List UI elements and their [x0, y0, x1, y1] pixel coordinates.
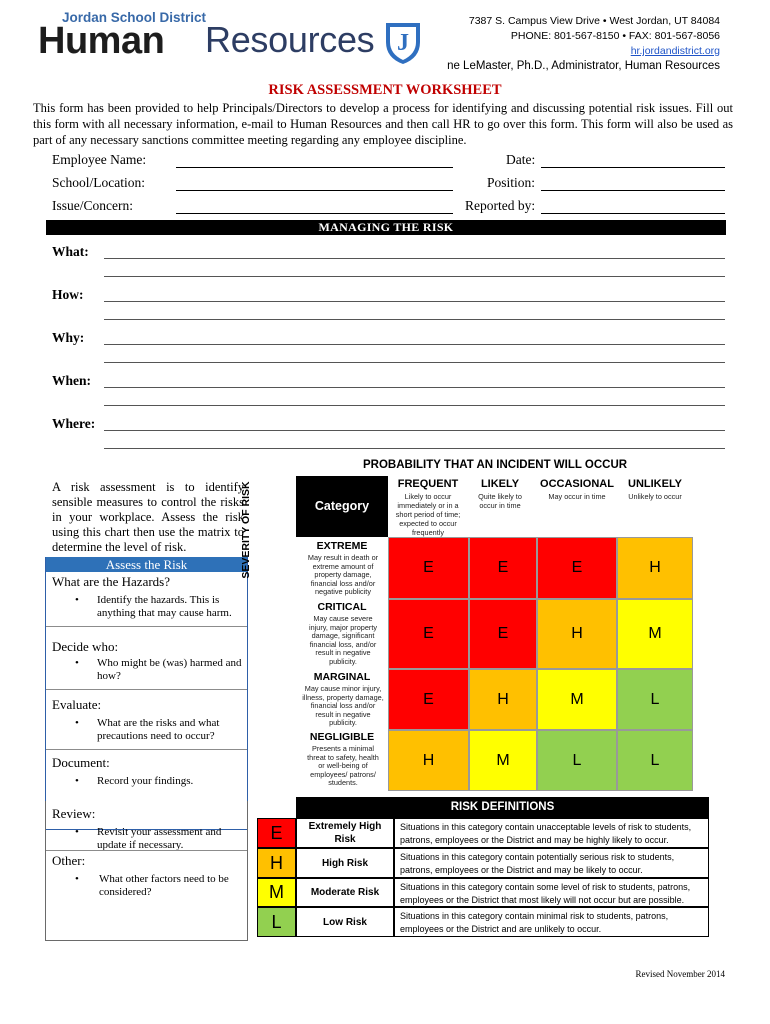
logo-resources: Resources — [205, 19, 375, 60]
matrix-cell: L — [617, 730, 693, 791]
intro-text: This form has been provided to help Principals/Directors to develop a process for identifying and discussing potential risk issues. Fill out this form with all necessary information, e-mail to Human Resources and then call HR to go over this form. This form will also be used as part of any necessary sanctions committee meeting regarding any employee discipline. — [33, 101, 733, 147]
sev-marginal: MARGINAL — [313, 671, 371, 683]
def-name: Low Risk — [296, 907, 394, 937]
school-location-field[interactable] — [176, 190, 453, 191]
divider — [46, 626, 247, 627]
matrix-cell: L — [537, 730, 617, 791]
prob-frequent-desc: Likely to occur immediately or in a short period of time; expected to occur frequently — [395, 492, 461, 537]
page-title: RISK ASSESSMENT WORKSHEET — [268, 82, 502, 98]
reported-by-label: Reported by: — [465, 198, 536, 213]
what-line-1[interactable] — [104, 258, 725, 259]
where-line-1[interactable] — [104, 430, 725, 431]
shield-logo-icon — [384, 20, 422, 66]
position-label: Position: — [487, 175, 536, 190]
question-when: When: — [52, 373, 92, 388]
document-title: Document: — [52, 755, 110, 770]
prob-occasional: OCCASIONAL — [540, 478, 614, 490]
administrator: ne LeMaster, Ph.D., Administrator, Human Resources — [447, 60, 720, 72]
evaluate-title: Evaluate: — [52, 697, 102, 712]
position-field[interactable] — [541, 190, 725, 191]
def-key: E — [257, 818, 296, 848]
matrix-cell: M — [537, 669, 617, 730]
date-field[interactable] — [541, 167, 725, 168]
risk-definitions-title: RISK DEFINITIONS — [296, 797, 709, 818]
divider — [46, 850, 247, 851]
how-line-1[interactable] — [104, 301, 725, 302]
def-name: Extremely High Risk — [296, 818, 394, 848]
matrix-cell: E — [388, 669, 469, 730]
hazards-title: What are the Hazards? — [52, 574, 171, 589]
prob-frequent: FREQUENT — [397, 478, 459, 490]
sev-critical-desc: May cause severe injury, major property damage, significant financial loss, and/or result in negative publicity. — [309, 614, 377, 666]
school-location-label: School/Location: — [52, 175, 145, 190]
question-why: Why: — [52, 330, 85, 345]
review-text: Revisit your assessment and update if necessary. — [97, 826, 222, 851]
def-key: L — [257, 907, 296, 937]
question-where: Where: — [52, 416, 96, 431]
bullet-icon: • — [75, 594, 79, 606]
bullet-icon: • — [75, 657, 79, 669]
decide-text: Who might be (was) harmed and how? — [97, 657, 242, 682]
sev-extreme: EXTREME — [316, 540, 368, 552]
bullet-icon: • — [75, 775, 79, 787]
divider — [46, 749, 247, 750]
category-header: Category — [296, 476, 388, 537]
phone-fax: PHONE: 801-567-8150 • FAX: 801-567-8056 — [510, 30, 720, 42]
def-text: Situations in this category contain unacceptable levels of risk to students, patrons, employees or the District and may be highly likely to occur. — [394, 818, 709, 848]
managing-risk-header: MANAGING THE RISK — [46, 220, 726, 235]
sev-marginal-desc: May cause minor injury, illness, property damage, financial loss and/or result in negative publicity. — [302, 684, 384, 728]
probability-title: PROBABILITY THAT AN INCIDENT WILL OCCUR — [363, 459, 628, 471]
assessment-intro: A risk assessment is to identify sensible measures to control the risks in your workplace. Assess the risk using this chart then use the matrix to determine the level of risk. — [52, 480, 244, 554]
divider — [46, 689, 247, 690]
matrix-cell: E — [388, 537, 469, 599]
reported-by-field[interactable] — [541, 213, 725, 214]
matrix-cell: M — [617, 599, 693, 669]
where-line-2[interactable] — [104, 448, 725, 449]
def-text: Situations in this category contain some level of risk to students, patrons, employees or the District that most likely will not occur but are possible. — [394, 878, 709, 907]
question-how: How: — [52, 287, 84, 302]
sev-negligible: NEGLIGIBLE — [309, 731, 375, 743]
def-name: Moderate Risk — [296, 878, 394, 907]
prob-likely-desc: Quite likely to occur in time — [478, 492, 522, 510]
review-title: Review: — [52, 806, 96, 821]
matrix-cell: M — [469, 730, 537, 791]
logo-human: Human — [38, 20, 165, 62]
sev-critical: CRITICAL — [317, 601, 367, 613]
question-what: What: — [52, 244, 89, 259]
issue-concern-field[interactable] — [176, 213, 453, 214]
matrix-cell: E — [537, 537, 617, 599]
when-line-1[interactable] — [104, 387, 725, 388]
sev-negligible-desc: Presents a minimal threat to safety, health or well-being of employees/ patrons/ students. — [307, 744, 379, 788]
revised-date: Revised November 2014 — [635, 969, 725, 979]
matrix-cell: E — [388, 599, 469, 669]
employee-name-label: Employee Name: — [52, 152, 147, 167]
matrix-cell: E — [469, 537, 537, 599]
severity-title: SEVERITY OF RISK — [240, 481, 252, 579]
website-link[interactable]: hr.jordandistrict.org — [630, 45, 720, 57]
shield-letter: J — [397, 30, 409, 56]
matrix-cell: H — [469, 669, 537, 730]
sev-extreme-desc: May result in death or extreme amount of property damage, financial loss and/or negative publicity — [307, 553, 379, 597]
prob-unlikely: UNLIKELY — [628, 478, 682, 490]
def-text: Situations in this category contain minimal risk to students, patrons, employees or the District and are unlikely to occur. — [394, 907, 709, 937]
prob-occasional-desc: May occur in time — [548, 492, 606, 501]
review-other-box — [45, 801, 248, 941]
when-line-2[interactable] — [104, 405, 725, 406]
date-label: Date: — [506, 152, 536, 167]
bullet-icon: • — [75, 826, 79, 838]
what-line-2[interactable] — [104, 276, 725, 277]
hazards-text: Identify the hazards. This is anything that may cause harm. — [97, 594, 232, 619]
matrix-cell: E — [469, 599, 537, 669]
decide-title: Decide who: — [52, 639, 119, 654]
why-line-2[interactable] — [104, 362, 725, 363]
def-key: M — [257, 878, 296, 907]
def-text: Situations in this category contain potentially serious risk to students, patrons, employees or the District and may be likely to occur. — [394, 848, 709, 878]
document-text: Record your findings. — [97, 775, 194, 787]
def-key: H — [257, 848, 296, 878]
matrix-cell: H — [537, 599, 617, 669]
how-line-2[interactable] — [104, 319, 725, 320]
matrix-cell: L — [617, 669, 693, 730]
other-title: Other: — [52, 853, 86, 868]
prob-likely: LIKELY — [480, 478, 520, 490]
def-name: High Risk — [296, 848, 394, 878]
bullet-icon: • — [75, 873, 79, 885]
prob-unlikely-desc: Unlikely to occur — [628, 492, 682, 501]
district-name: Jordan School District — [62, 10, 207, 25]
other-text: What other factors need to be considered? — [99, 873, 229, 898]
bullet-icon: • — [75, 717, 79, 729]
employee-name-field[interactable] — [176, 167, 453, 168]
assess-risk-title: Assess the Risk — [46, 557, 247, 572]
matrix-cell: H — [388, 730, 469, 791]
evaluate-text: What are the risks and what precautions need to occur? — [97, 717, 220, 742]
address: 7387 S. Campus View Drive • West Jordan, UT 84084 — [468, 15, 720, 27]
contact-block — [469, 14, 720, 59]
matrix-cell: H — [617, 537, 693, 599]
why-line-1[interactable] — [104, 344, 725, 345]
issue-concern-label: Issue/Concern: — [52, 198, 133, 213]
